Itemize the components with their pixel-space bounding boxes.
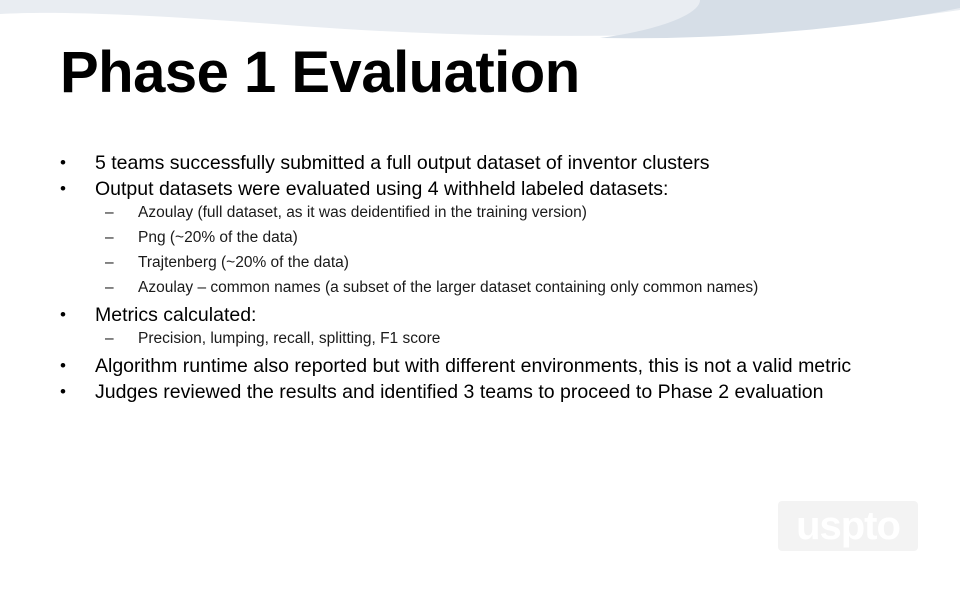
- bullet-text: Algorithm runtime also reported but with different environments, this is not a valid metric: [95, 355, 852, 377]
- uspto-logo: uspto: [778, 501, 918, 551]
- slide-title: Phase 1 Evaluation: [60, 40, 580, 105]
- bullet-item: [60, 381, 910, 403]
- bullet-list: [60, 152, 910, 407]
- sub-bullet-item: – Png (~20% of the data): [95, 229, 910, 246]
- bullet-text: Judges reviewed the results and identified 3 teams to proceed to Phase 2 evaluation: [95, 381, 824, 403]
- bullet-item: [60, 355, 910, 377]
- sub-bullet-item: – Precision, lumping, recall, splitting, F1 score: [95, 330, 910, 347]
- bullet-item: [60, 152, 910, 174]
- bullet-item: [60, 178, 910, 296]
- bullet-text: Output datasets were evaluated using 4 withheld labeled datasets:: [95, 178, 669, 200]
- bullet-text: Metrics calculated:: [95, 304, 257, 326]
- sub-bullet-item: – Trajtenberg (~20% of the data): [95, 254, 910, 271]
- sub-bullet-list: [95, 204, 910, 296]
- sub-bullet-list: [95, 330, 910, 347]
- sub-bullet-item: – Azoulay – common names (a subset of the larger dataset containing only common names): [95, 279, 910, 296]
- bullet-text: 5 teams successfully submitted a full output dataset of inventor clusters: [95, 152, 710, 174]
- decorative-header-band: [0, 0, 960, 42]
- sub-bullet-item: – Azoulay (full dataset, as it was deidentified in the training version): [95, 204, 910, 221]
- bullet-item: [60, 304, 910, 347]
